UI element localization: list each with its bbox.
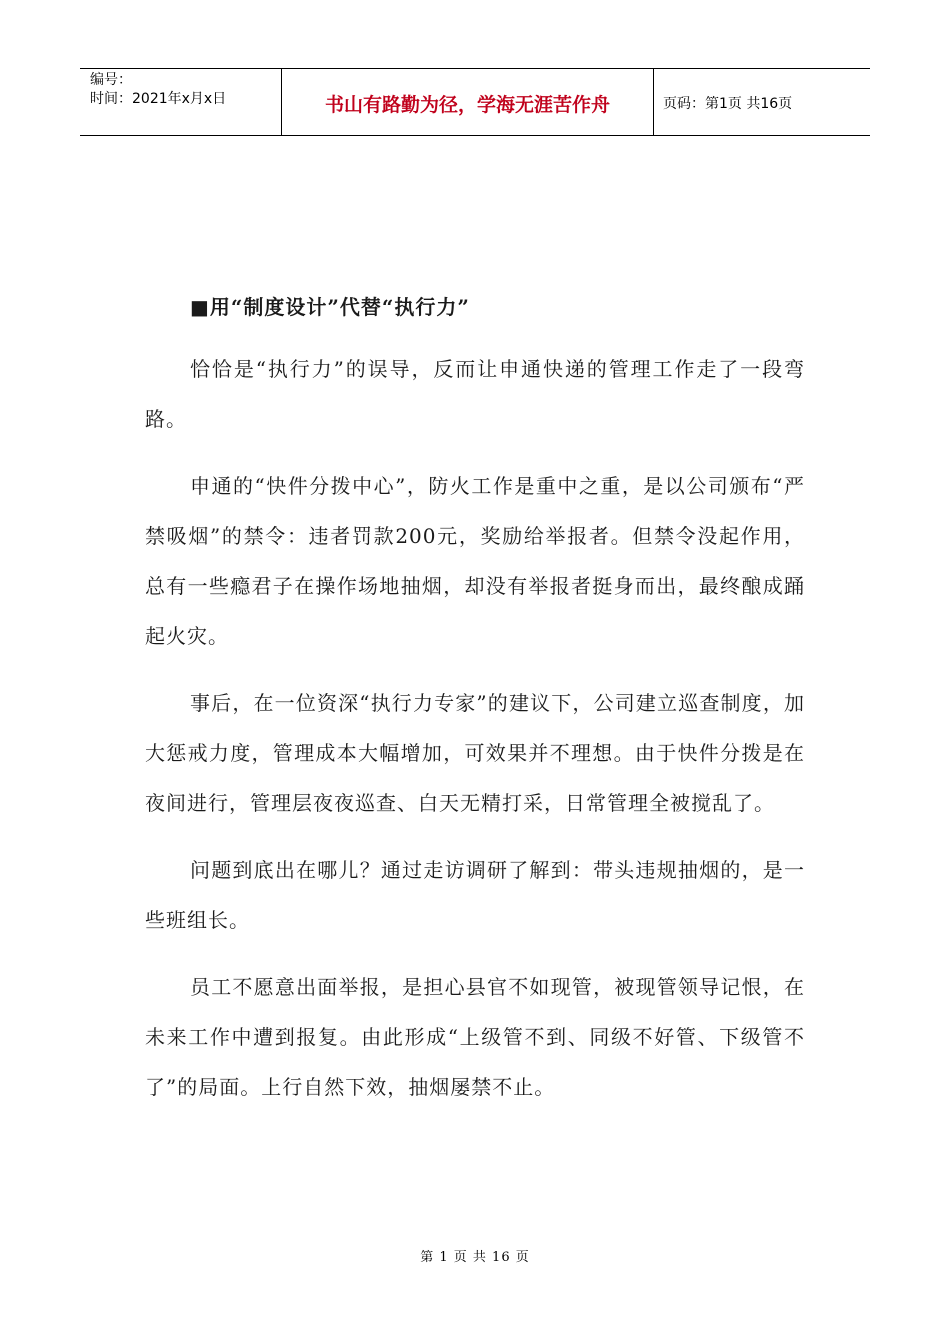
paragraph: 问题到底出在哪儿？通过走访调研了解到：带头违规抽烟的，是一些班组长。 <box>145 858 805 932</box>
serial-label: 编号： <box>90 72 132 88</box>
page-header <box>80 68 870 136</box>
header-page-info: 页码：第1页 共16页 <box>663 96 793 112</box>
article-heading: ■用“制度设计”代替“执行力” <box>190 295 470 319</box>
header-meta <box>80 69 282 135</box>
header-motto: 书山有路勤为径，学海无涯苦作舟 <box>282 69 654 135</box>
page-footer: 第 1 页 共 16 页 <box>420 1250 530 1265</box>
paragraph: 事后，在一位资深“执行力专家”的建议下，公司建立巡查制度，加大惩戒力度，管理成本大幅增加，可效果并不理想。由于快件分拨是在夜间进行，管理层夜夜巡查、白天无精打采，日常管理全被搅乱了。 <box>145 691 805 815</box>
article-body <box>145 290 805 1129</box>
paragraph: 申通的“快件分拨中心”，防火工作是重中之重，是以公司颁布“严禁吸烟”的禁令：违者罚款200元，奖励给举报者。但禁令没起作用，总有一些瘾君子在操作场地抽烟，却没有举报者挺身而出，最终酿成踊起火灾。 <box>145 474 805 648</box>
paragraph: 恰恰是“执行力”的误导，反而让申通快递的管理工作走了一段弯路。 <box>145 357 805 431</box>
time-label: 时间：2021年x月x日 <box>90 91 227 107</box>
paragraph: 员工不愿意出面举报，是担心县官不如现管，被现管领导记恨，在未来工作中遭到报复。由此形成“上级管不到、同级不好管、下级管不了”的局面。上行自然下效，抽烟屡禁不止。 <box>145 975 805 1099</box>
